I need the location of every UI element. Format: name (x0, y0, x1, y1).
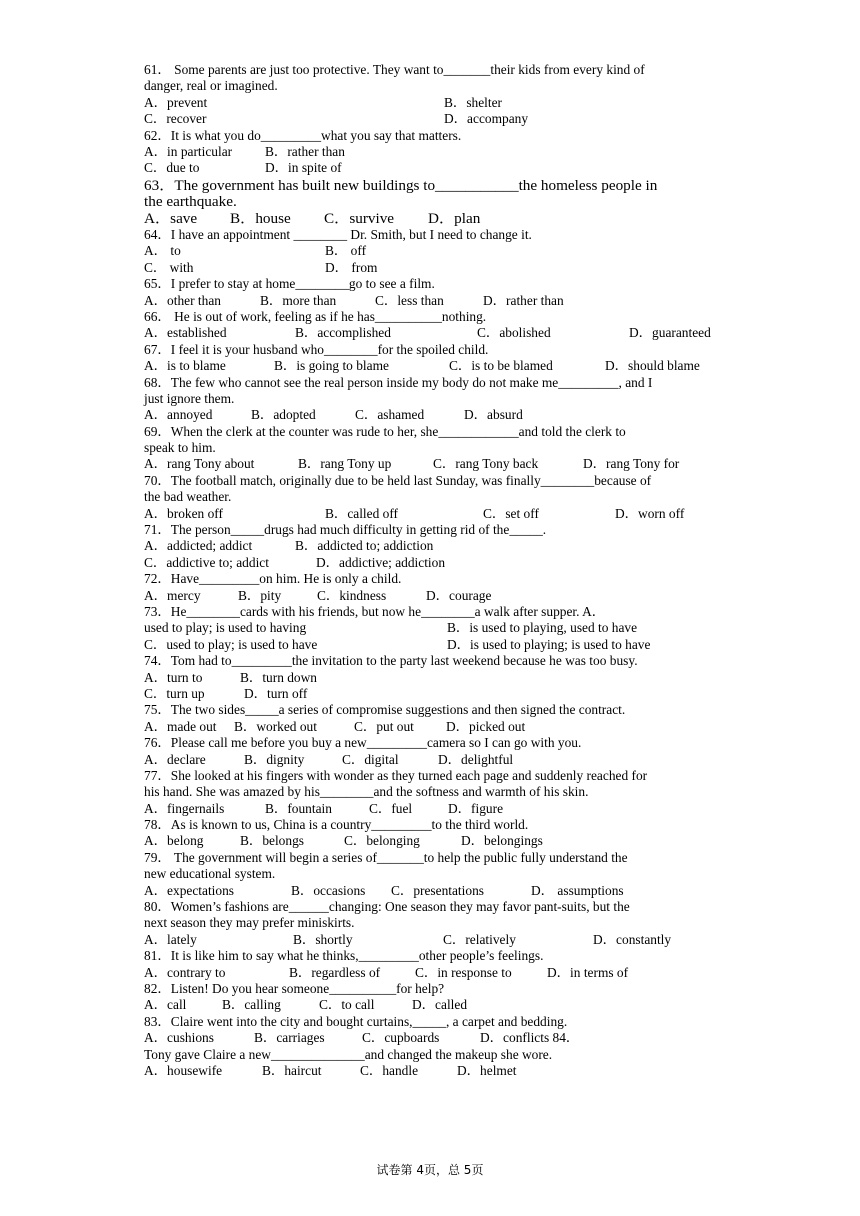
option-text: A．cushions (144, 1030, 214, 1046)
question-text-line: 71．The person_____drugs had much difficulty in getting rid of the_____. (144, 522, 547, 538)
option-text: C．recover (144, 111, 207, 127)
option-text: C．addictive to; addict (144, 554, 269, 570)
question-text-line: the earthquake. (144, 193, 237, 211)
option-row (144, 670, 719, 686)
option-row (144, 932, 719, 948)
option-text: D．delightful (438, 751, 514, 767)
option-text: A．annoyed (144, 407, 213, 423)
option-row (144, 833, 719, 849)
option-text: C．handle (360, 1062, 419, 1078)
question-text-line: 69．When the clerk at the counter was rude to her, she____________and told the clerk to (144, 423, 626, 439)
option-text: B．adopted (251, 407, 316, 423)
question-text-line: just ignore them. (144, 390, 235, 406)
option-row (144, 686, 719, 702)
question-text-line: 67．I feel it is your husband who________for the spoiled child. (144, 341, 489, 357)
option-text: B．pity (238, 587, 282, 603)
option-text: D．helmet (457, 1062, 517, 1078)
option-text: A．rang Tony about (144, 456, 255, 472)
option-text: D． from (325, 259, 378, 275)
question-text-line: next season they may prefer miniskirts. (144, 915, 355, 931)
option-text: C．ashamed (355, 407, 425, 423)
option-text: A．call (144, 997, 187, 1013)
option-text: D．addictive; addiction (316, 554, 446, 570)
question-text-line: 75．The two sides_____a series of compromise suggestions and then signed the contract. (144, 702, 626, 718)
option-text: A．addicted; addict (144, 538, 253, 554)
option-text: C．fuel (369, 800, 413, 816)
option-text: C．less than (375, 292, 444, 308)
option-text: A．made out (144, 718, 217, 734)
option-text: B．worked out (234, 718, 317, 734)
option-text: B．shelter (444, 94, 503, 110)
option-row (144, 144, 719, 160)
question-text-line: 79． The government will begin a series of_______to help the public fully understand the (144, 849, 628, 865)
question-text-line: speak to him. (144, 440, 216, 456)
question-text-line: 62．It is what you do_________what you say that matters. (144, 127, 462, 143)
option-text: D． assumptions (531, 882, 624, 898)
question-text-line: 83．Claire went into the city and bought curtains,_____, a carpet and bedding. (144, 1013, 568, 1029)
question-text-line: the bad weather. (144, 489, 232, 505)
option-text: C．to call (319, 997, 375, 1013)
option-text: D．courage (426, 587, 492, 603)
option-text: C．relatively (443, 931, 516, 947)
option-row (144, 456, 719, 472)
question-text-line: 74．Tom had to_________the invitation to the party last weekend because he was too busy. (144, 653, 638, 669)
question-text-line: 64．I have an appointment ________ Dr. Smith, but I need to change it. (144, 227, 532, 243)
option-text: B．accomplished (295, 325, 391, 341)
option-text: B．more than (260, 292, 337, 308)
option-text: A．in particular (144, 143, 233, 159)
option-text: D．conflicts 84． (480, 1030, 580, 1046)
option-text: D．called (412, 997, 468, 1013)
question-text-line: 65．I prefer to stay at home________go to see a film. (144, 276, 435, 292)
option-row (144, 1030, 719, 1046)
option-text: D．rather than (483, 292, 564, 308)
option-text: A．broken off (144, 505, 223, 521)
question-text-line: 73．He________cards with his friends, but now he________a walk after supper. A． (144, 604, 606, 619)
question-text-line: 61． Some parents are just too protective. They want to_______their kids from every kind of (144, 62, 645, 77)
option-text: D．absurd (464, 407, 523, 423)
option-row (144, 358, 719, 374)
option-row (144, 111, 719, 127)
question-text-line: 70．The football match, originally due to be held last Sunday, was finally________because of (144, 472, 652, 488)
option-text: B．belongs (240, 833, 304, 849)
option-text: D．picked out (446, 718, 526, 734)
option-text: D．turn off (244, 685, 308, 701)
option-row (144, 588, 719, 604)
question-text-line: 78．As is known to us, China is a country_________to the third world. (144, 817, 529, 833)
option-row (144, 538, 719, 554)
option-text: A．mercy (144, 587, 201, 603)
option-text: D．figure (448, 800, 504, 816)
question-text-line: 72．Have_________on him. He is only a child. (144, 571, 402, 587)
option-text: C．in response to (415, 964, 512, 980)
option-text: C．put out (354, 718, 414, 734)
option-text: B．calling (222, 997, 281, 1013)
option-text: A．other than (144, 292, 221, 308)
option-row (144, 719, 719, 735)
question-text-line: Tony gave Claire a new______________and changed the makeup she wore. (144, 1046, 553, 1062)
option-text: D．belongings (461, 833, 543, 849)
option-row (144, 293, 719, 309)
option-text: C．belonging (344, 833, 420, 849)
option-text: D．in terms of (547, 964, 629, 980)
option-row (144, 95, 719, 111)
option-text: A． to (144, 243, 181, 259)
page-footer: 试卷第 4页，总 5页 (376, 1163, 484, 1177)
option-text: B．occasions (291, 882, 366, 898)
option-text: B．is used to playing, used to have (447, 620, 638, 636)
option-text: B．shortly (293, 931, 353, 947)
option-text: D．should blame (605, 358, 700, 374)
option-row (144, 1063, 719, 1079)
option-text: A．contrary to (144, 964, 226, 980)
option-text: A．housewife (144, 1062, 223, 1078)
question-text-line: 81．It is like him to say what he thinks,_________other people’s feelings. (144, 948, 544, 964)
option-text: B．house (230, 209, 291, 227)
option-text: B．addicted to; addiction (295, 538, 434, 554)
question-text-line: 63．The government has built new buildings to___________the homeless people in (144, 176, 658, 194)
option-text: C．presentations (391, 882, 484, 898)
option-text: C．digital (342, 751, 399, 767)
option-text: C．due to (144, 160, 200, 176)
option-text: A．save (144, 209, 198, 227)
option-text: A．expectations (144, 882, 234, 898)
option-text: D．plan (428, 209, 481, 227)
option-text: C．is to be blamed (449, 358, 553, 374)
option-row (144, 965, 719, 981)
option-text: B．dignity (244, 751, 305, 767)
option-text: used to play; is used to having (144, 620, 307, 636)
option-text: B．carriages (254, 1030, 325, 1046)
option-row (144, 637, 719, 653)
option-row (144, 325, 719, 341)
option-text: A．is to blame (144, 358, 226, 374)
option-row (144, 407, 719, 423)
option-text: D．rang Tony for (583, 456, 680, 472)
option-row (144, 801, 719, 817)
question-text-line: his hand. She was amazed by his________and the softness and warmth of his skin. (144, 784, 589, 800)
option-row (144, 260, 719, 276)
question-text-line: 68．The few who cannot see the real person inside my body do not make me_________, and I (144, 374, 653, 390)
option-row (144, 883, 719, 899)
option-text: D．constantly (593, 931, 672, 947)
option-text: B．haircut (262, 1062, 322, 1078)
option-text: C．turn up (144, 685, 205, 701)
question-text-line: danger, real or imagined. (144, 78, 278, 94)
option-text: A．declare (144, 751, 206, 767)
option-text: C．survive (324, 209, 395, 227)
question-text-line: 76．Please call me before you buy a new_________camera so I can go with you. (144, 735, 582, 751)
option-text: A．turn to (144, 669, 203, 685)
option-text: B．turn down (240, 669, 317, 685)
option-text: B．called off (325, 505, 399, 521)
option-text: B．rather than (265, 143, 345, 159)
option-text: C．kindness (317, 587, 387, 603)
question-text-line: 82．Listen! Do you hear someone__________for help? (144, 980, 445, 996)
option-text: A．prevent (144, 94, 208, 110)
option-row (144, 243, 719, 259)
option-text: A．belong (144, 833, 204, 849)
option-text: C．used to play; is used to have (144, 636, 318, 652)
option-text: C．rang Tony back (433, 456, 539, 472)
option-text: C． with (144, 259, 194, 275)
option-text: B． off (325, 243, 367, 259)
option-row (144, 555, 719, 571)
option-text: D．is used to playing; is used to have (447, 636, 651, 652)
question-text-line: 80．Women’s fashions are______changing: One season they may favor pant-suits, but the (144, 899, 630, 915)
question-list (144, 62, 719, 1079)
option-text: A．lately (144, 931, 197, 947)
option-row (144, 997, 719, 1013)
option-text: A．fingernails (144, 800, 225, 816)
option-row (144, 620, 719, 636)
option-row (144, 210, 719, 228)
option-text: D．guaranteed (629, 325, 711, 341)
option-text: D．accompany (444, 111, 529, 127)
option-text: B．rang Tony up (298, 456, 392, 472)
question-text-line: 66． He is out of work, feeling as if he has__________nothing. (144, 308, 487, 324)
option-text: B．regardless of (289, 964, 381, 980)
option-text: C．cupboards (362, 1030, 440, 1046)
question-text-line: new educational system. (144, 866, 276, 882)
option-row (144, 160, 719, 176)
question-text-line: 77．She looked at his fingers with wonder as they turned each page and suddenly reached for (144, 767, 648, 783)
option-text: B．fountain (265, 800, 332, 816)
option-text: B．is going to blame (274, 358, 389, 374)
option-text: D．worn off (615, 505, 685, 521)
option-text: A．established (144, 325, 227, 341)
option-row (144, 752, 719, 768)
option-text: C．set off (483, 505, 539, 521)
option-text: C．abolished (477, 325, 551, 341)
option-row (144, 506, 719, 522)
option-text: D．in spite of (265, 160, 342, 176)
